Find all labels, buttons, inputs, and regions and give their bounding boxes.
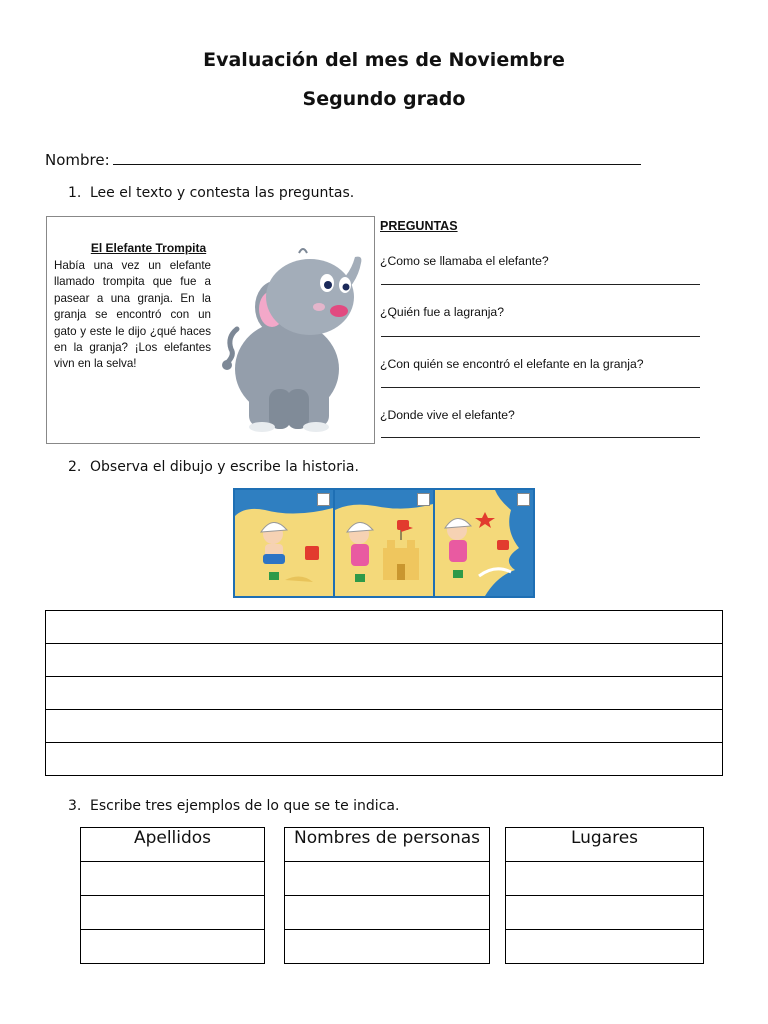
story-text: Había una vez un elefante llamado trompita que fue a pasear a una granja. En la granja se encontró con un gato y este le dijo ¿qué haces en la granja? ¡Los elefantes vivn en la selva! [54, 259, 211, 371]
answer-line-1[interactable] [381, 284, 700, 285]
section3-instruction [68, 798, 399, 814]
writing-line[interactable] [46, 644, 723, 677]
question-4: ¿Donde vive el elefante? [380, 408, 515, 422]
column-header-lugares: Lugares [506, 828, 704, 862]
section2-instruction-text: Observa el dibujo y escribe la historia. [90, 459, 359, 475]
section3-number: 3. [68, 798, 82, 814]
page-subtitle: Segundo grado [302, 88, 466, 110]
writing-row [46, 710, 723, 743]
answer-cell[interactable] [506, 862, 704, 896]
answer-cell[interactable] [506, 896, 704, 930]
page-title: Evaluación del mes de Noviembre [203, 49, 565, 71]
elephant-illustration [215, 241, 373, 437]
answer-cell[interactable] [285, 896, 490, 930]
checkbox-panel-3[interactable] [517, 493, 530, 506]
answer-cell[interactable] [81, 930, 265, 964]
question-2: ¿Quién fue a lagranja? [380, 305, 504, 319]
story-writing-area [45, 610, 723, 776]
writing-line[interactable] [46, 677, 723, 710]
section1-number: 1. [68, 185, 82, 201]
answer-cell[interactable] [285, 862, 490, 896]
apellidos-table [80, 827, 265, 964]
writing-line[interactable] [46, 611, 723, 644]
picture-panel-1 [235, 490, 333, 596]
answer-line-2[interactable] [381, 336, 700, 337]
checkbox-panel-2[interactable] [417, 493, 430, 506]
answer-cell[interactable] [285, 930, 490, 964]
section3-instruction-text: Escribe tres ejemplos de lo que se te indica. [90, 798, 400, 814]
questions-heading: PREGUNTAS [380, 219, 458, 233]
answer-cell[interactable] [506, 930, 704, 964]
answer-line-4[interactable] [381, 437, 700, 438]
writing-row [46, 677, 723, 710]
checkbox-panel-1[interactable] [317, 493, 330, 506]
name-line[interactable] [113, 151, 641, 165]
picture-sequence [233, 488, 535, 598]
picture-panel-2 [335, 490, 433, 596]
column-header-apellidos: Apellidos [81, 828, 265, 862]
writing-row [46, 611, 723, 644]
answer-line-3[interactable] [381, 387, 700, 388]
story-box [46, 216, 375, 444]
writing-row [46, 644, 723, 677]
section1-instruction [68, 185, 354, 201]
section1-instruction-text: Lee el texto y contesta las preguntas. [90, 185, 355, 201]
name-label: Nombre: [45, 151, 110, 169]
writing-line[interactable] [46, 710, 723, 743]
answer-cell[interactable] [81, 862, 265, 896]
story-title: El Elefante Trompita [90, 241, 207, 255]
question-3: ¿Con quién se encontró el elefante en la granja? [380, 357, 644, 371]
name-field[interactable] [45, 151, 641, 169]
section2-number: 2. [68, 459, 82, 475]
question-1: ¿Como se llamaba el elefante? [380, 254, 549, 268]
section2-instruction [68, 459, 359, 475]
nombres-table [284, 827, 490, 964]
lugares-table [505, 827, 704, 964]
column-header-nombres: Nombres de personas [285, 828, 490, 862]
writing-row [46, 743, 723, 776]
answer-cell[interactable] [81, 896, 265, 930]
picture-panel-3 [435, 490, 533, 596]
writing-line[interactable] [46, 743, 723, 776]
